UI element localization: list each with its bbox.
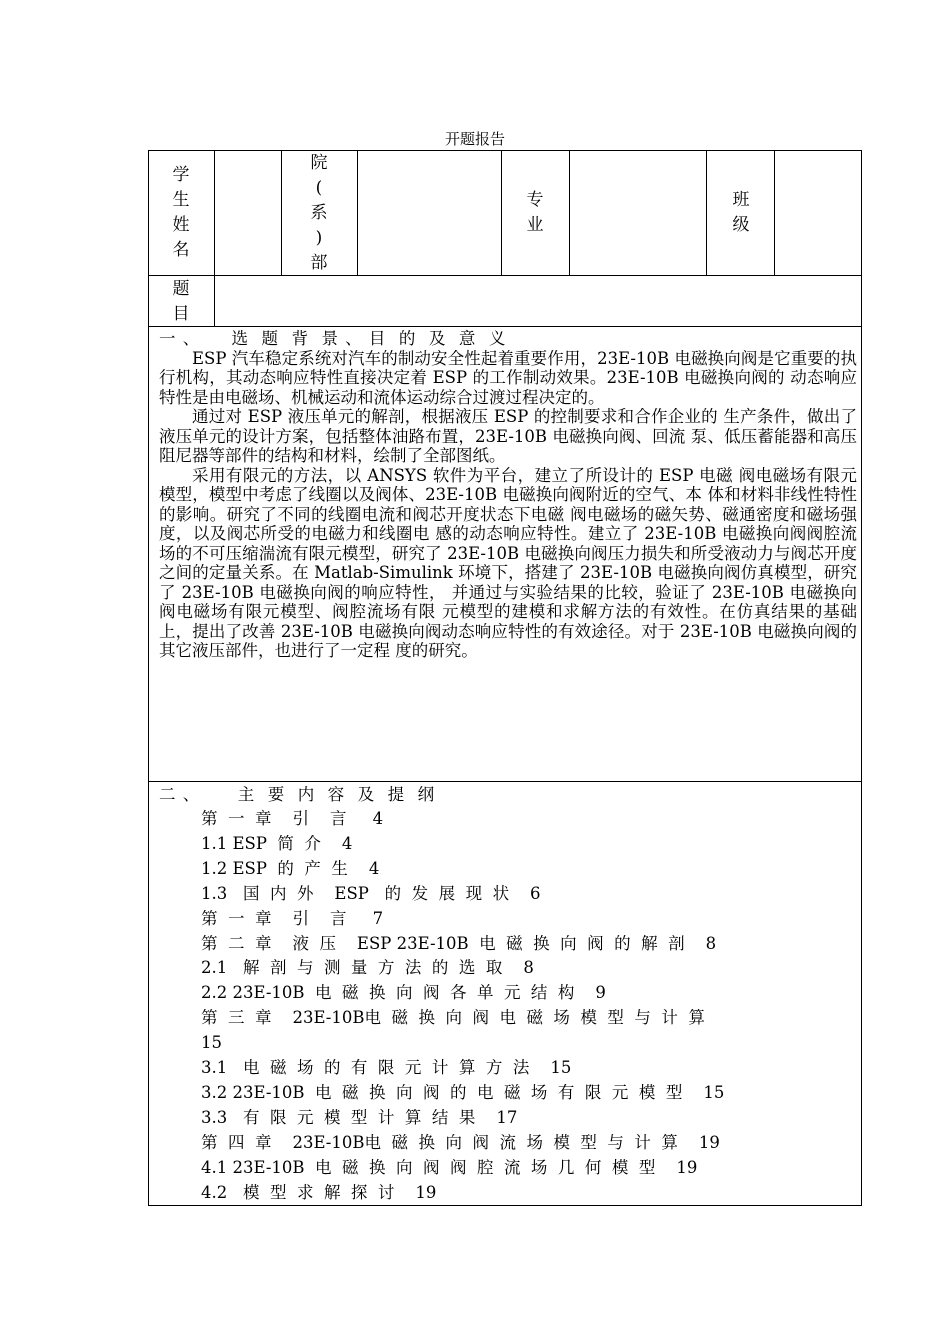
outline-item: 第 二 章 液 压 ESP 23E-10B 电 磁 换 向 阀 的 解 剖 8 [201, 933, 717, 953]
paragraph: ESP 汽车稳定系统对汽车的制动安全性起着重要作用，23E-10B 电磁换向阀是它重要的执行机构，其动态响应特性直接决定着 ESP 的工作制动效果。23E-10B 电磁换向阀的 动态响应特性是由电磁场、机械运动和流体运动综合过渡过程决定的。 [159, 348, 857, 407]
student-name-label: 学 生 姓 名 [172, 165, 190, 260]
paragraph: 采用有限元的方法，以 ANSYS 软件为平台，建立了所设计的 ESP 电磁 阀电磁场有限元模型，模型中考虑了线圈以及阀体、23E-10B 电磁换向阀附近的空气、本 体和材料非线性特性的影响。研究了不同的线圈电流和阀芯开度状态下电磁 阀电磁场的磁矢势、磁通密度和磁场强度，以及阀芯所受的电磁力和线圈电 感的动态响应特性。建立了 23E-10B 电磁换向阀阀腔流场的不可压缩湍流有限元模型，研究了 23E-10B 电磁换向阀压力损失和所受液动力与阀芯开度之间的定量关系。在 Matlab-Simulink 环境下，搭建了 23E-10B 电磁换向阀仿真模型，研究了 23E-10B 电磁换向阀的响应特性， 并通过与实验结果的比较，验证了 23E-10B 电磁换向阀电磁场有限元模型、阀腔流场有限 元模型的建模和求解方法的有效性。在仿真结果的基础上，提出了改善 23E-10B 电磁换向阀动态响应特性的有效途径。对于 23E-10B 电磁换向阀的其它液压部件，也进行了一定程 度的研究。 [159, 465, 857, 660]
major-label: 专 业 [526, 190, 544, 235]
report-title: 开题报告 [444, 130, 505, 148]
outline-item: 1.2 ESP 的 产 生 4 [201, 858, 380, 878]
section2-heading: 二 、 主 要 内 容 及 提 纲 [159, 785, 436, 804]
col-divider-label [214, 151, 215, 326]
outline-item: 1.3 国 内 外 ESP 的 发 展 现 状 6 [201, 883, 541, 903]
outline-item: 3.3 有 限 元 模 型 计 算 结 果 17 [201, 1107, 518, 1127]
class-label: 班 级 [732, 190, 750, 235]
topic-label: 题 目 [172, 279, 190, 324]
paragraph: 通过对 ESP 液压单元的解剖，根据液压 ESP 的控制要求和合作企业的 生产条件，做出了液压单元的设计方案，包括整体油路布置，23E-10B 电磁换向阀、回流 泵、低压蓄能器和高压阻尼器等部件的结构和材料，绘制了全部图纸。 [159, 407, 857, 465]
outline-list [159, 807, 857, 1206]
outline-item: 第 三 章 23E-10B电 磁 换 向 阀 电 磁 场 模 型 与 计 算 [201, 1008, 705, 1028]
section-background [159, 329, 857, 661]
row-divider-2 [149, 326, 861, 327]
outline-item: 4.2 模 型 求 解 探 讨 19 [201, 1182, 437, 1202]
outline-item: 2.2 23E-10B 电 磁 换 向 阀 各 单 元 结 构 9 [201, 983, 606, 1003]
outline-item: 3.2 23E-10B 电 磁 换 向 阀 的 电 磁 场 有 限 元 模 型 15 [201, 1082, 725, 1102]
section1-heading: 一 、 选 题 背 景 、 目 的 及 意 义 [159, 329, 507, 348]
outline-item: 第 一 章 引 言 7 [201, 908, 384, 928]
outline-item: 3.1 电 磁 场 的 有 限 元 计 算 方 法 15 [201, 1058, 572, 1078]
col-divider-7 [774, 151, 775, 275]
outline-item: 2.1 解 剖 与 测 量 方 法 的 选 取 8 [201, 958, 534, 978]
outline-item: 第 一 章 引 言 4 [201, 809, 384, 828]
col-divider-5 [569, 151, 570, 275]
report-form-table [148, 150, 862, 1206]
outline-item: 15 [201, 1033, 222, 1053]
row-divider-1 [149, 275, 861, 276]
department-label: 院 ( 系 ) 部 [310, 153, 328, 273]
row-divider-3 [149, 781, 861, 782]
col-divider-3 [357, 151, 358, 275]
col-divider-4 [501, 151, 502, 275]
outline-item: 4.1 23E-10B 电 磁 换 向 阀 阀 腔 流 场 几 何 模 型 19 [201, 1157, 698, 1177]
outline-item: 1.1 ESP 简 介 4 [201, 833, 353, 853]
col-divider-6 [706, 151, 707, 275]
section-outline [159, 783, 857, 1206]
outline-item: 第 四 章 23E-10B电 磁 换 向 阀 流 场 模 型 与 计 算 19 [201, 1132, 720, 1152]
col-divider-2 [281, 151, 282, 275]
